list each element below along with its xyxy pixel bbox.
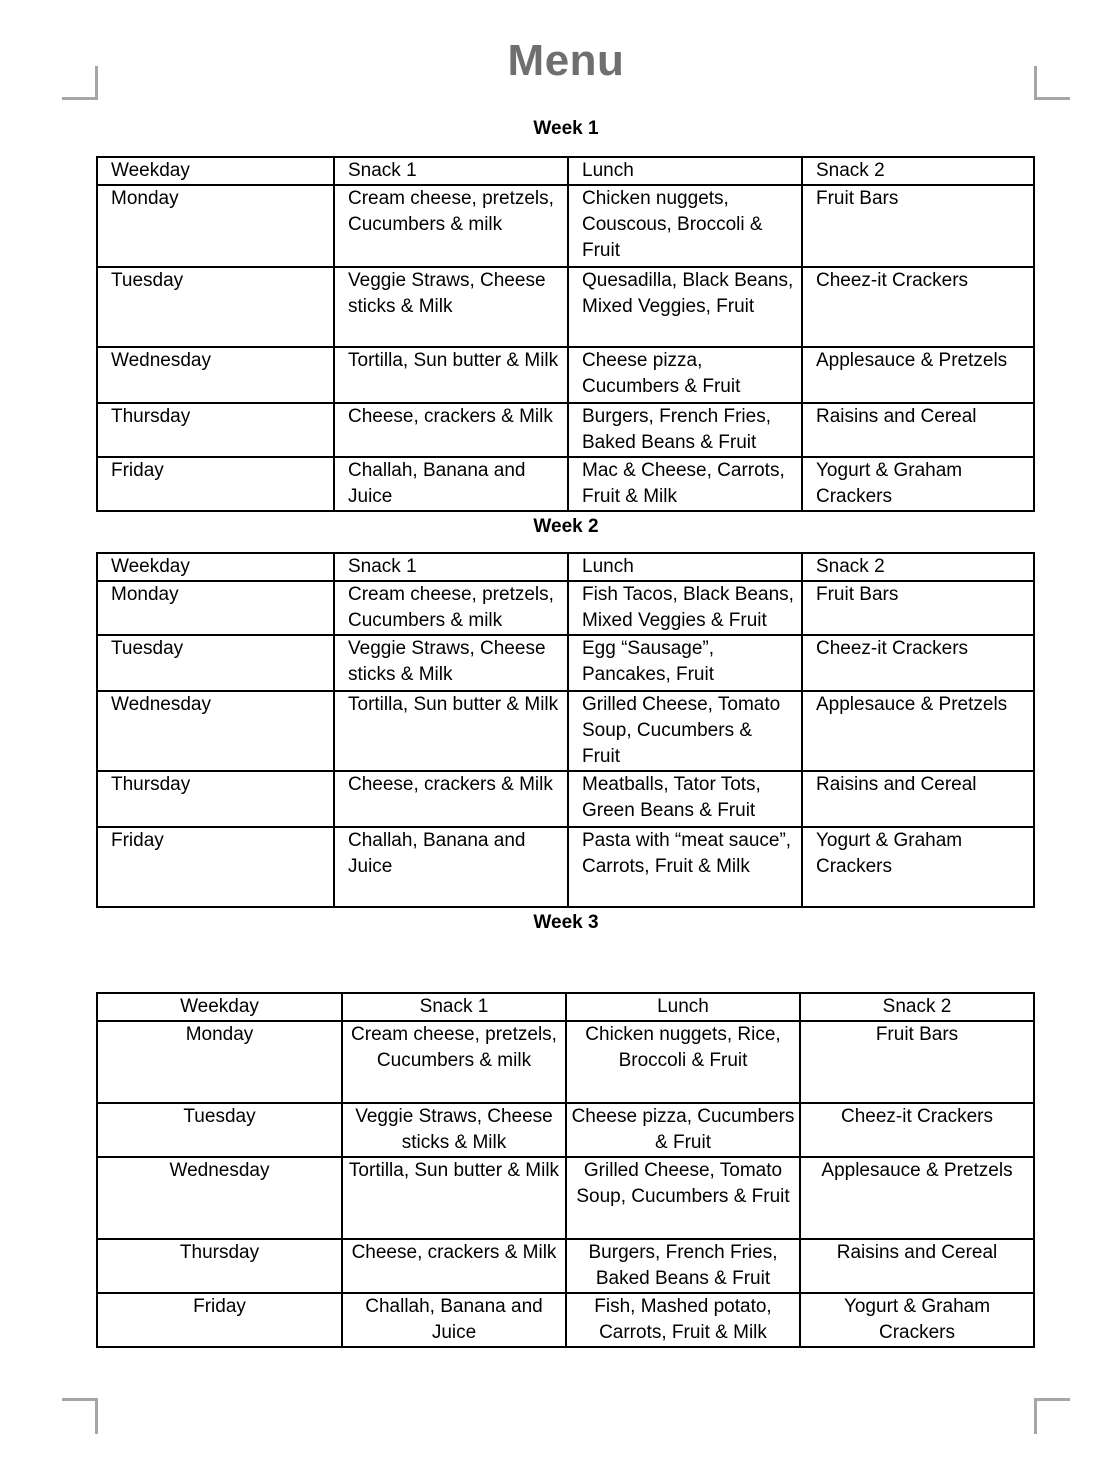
table-cell: Cheez-it Crackers bbox=[802, 635, 1034, 691]
header-cell: Weekday bbox=[97, 157, 334, 185]
table-cell: Fruit Bars bbox=[802, 185, 1034, 267]
week-1-table bbox=[96, 156, 1035, 512]
table-row bbox=[97, 185, 1034, 267]
table-row bbox=[97, 1103, 1034, 1157]
table-row bbox=[97, 403, 1034, 457]
table-cell: Raisins and Cereal bbox=[802, 771, 1034, 827]
header-cell: Lunch bbox=[566, 993, 800, 1021]
crop-mark-top-left-h bbox=[62, 97, 98, 100]
table-cell: Wednesday bbox=[97, 1157, 342, 1239]
week-3-heading: Week 3 bbox=[533, 912, 599, 933]
table-cell: Cream cheese, pretzels, Cucumbers & milk bbox=[342, 1021, 566, 1103]
table-header-row bbox=[97, 157, 1034, 185]
table-row bbox=[97, 635, 1034, 691]
table-cell: Friday bbox=[97, 457, 334, 511]
header-cell: Lunch bbox=[568, 553, 802, 581]
crop-mark-bottom-right-v bbox=[1034, 1398, 1037, 1434]
table-cell: Challah, Banana and Juice bbox=[334, 457, 568, 511]
header-cell: Snack 1 bbox=[334, 553, 568, 581]
table-cell: Yogurt & Graham Crackers bbox=[802, 827, 1034, 907]
table-cell: Cheese, crackers & Milk bbox=[334, 403, 568, 457]
table-cell: Friday bbox=[97, 827, 334, 907]
header-cell: Weekday bbox=[97, 553, 334, 581]
table-cell: Monday bbox=[97, 185, 334, 267]
table-cell: Chicken nuggets, Couscous, Broccoli & Fruit bbox=[568, 185, 802, 267]
table-cell: Cheez-it Crackers bbox=[800, 1103, 1034, 1157]
table-cell: Pasta with “meat sauce”, Carrots, Fruit & Milk bbox=[568, 827, 802, 907]
table-row bbox=[97, 457, 1034, 511]
table-cell: Veggie Straws, Cheese sticks & Milk bbox=[334, 635, 568, 691]
table-cell: Fruit Bars bbox=[800, 1021, 1034, 1103]
table-cell: Cream cheese, pretzels, Cucumbers & milk bbox=[334, 581, 568, 635]
header-cell: Weekday bbox=[97, 993, 342, 1021]
table-cell: Thursday bbox=[97, 403, 334, 457]
table-cell: Cheese, crackers & Milk bbox=[334, 771, 568, 827]
table-cell: Cheese pizza, Cucumbers & Fruit bbox=[566, 1103, 800, 1157]
table-cell: Burgers, French Fries, Baked Beans & Fruit bbox=[568, 403, 802, 457]
table-cell: Burgers, French Fries, Baked Beans & Fruit bbox=[566, 1239, 800, 1293]
table-cell: Fruit Bars bbox=[802, 581, 1034, 635]
table-cell: Applesauce & Pretzels bbox=[802, 691, 1034, 771]
table-header-row bbox=[97, 553, 1034, 581]
table-cell: Fish Tacos, Black Beans, Mixed Veggies & Fruit bbox=[568, 581, 802, 635]
table-cell: Tortilla, Sun butter & Milk bbox=[334, 347, 568, 403]
table-cell: Mac & Cheese, Carrots, Fruit & Milk bbox=[568, 457, 802, 511]
header-cell: Snack 1 bbox=[342, 993, 566, 1021]
table-cell: Fish, Mashed potato, Carrots, Fruit & Milk bbox=[566, 1293, 800, 1347]
table-cell: Egg “Sausage”, Pancakes, Fruit bbox=[568, 635, 802, 691]
table-cell: Grilled Cheese, Tomato Soup, Cucumbers & Fruit bbox=[566, 1157, 800, 1239]
table-cell: Tortilla, Sun butter & Milk bbox=[334, 691, 568, 771]
table-cell: Veggie Straws, Cheese sticks & Milk bbox=[334, 267, 568, 347]
table-row bbox=[97, 581, 1034, 635]
week-2-heading: Week 2 bbox=[533, 516, 599, 537]
header-cell: Snack 2 bbox=[802, 553, 1034, 581]
table-cell: Chicken nuggets, Rice, Broccoli & Fruit bbox=[566, 1021, 800, 1103]
table-cell: Quesadilla, Black Beans, Mixed Veggies, Fruit bbox=[568, 267, 802, 347]
table-row bbox=[97, 1239, 1034, 1293]
table-row bbox=[97, 1293, 1034, 1347]
table-cell: Raisins and Cereal bbox=[800, 1239, 1034, 1293]
table-cell: Challah, Banana and Juice bbox=[342, 1293, 566, 1347]
header-cell: Snack 2 bbox=[800, 993, 1034, 1021]
header-cell: Lunch bbox=[568, 157, 802, 185]
table-cell: Tuesday bbox=[97, 1103, 342, 1157]
table-cell: Applesauce & Pretzels bbox=[802, 347, 1034, 403]
table-cell: Tuesday bbox=[97, 267, 334, 347]
table-cell: Cream cheese, pretzels, Cucumbers & milk bbox=[334, 185, 568, 267]
table-cell: Grilled Cheese, Tomato Soup, Cucumbers & Fruit bbox=[568, 691, 802, 771]
table-cell: Tuesday bbox=[97, 635, 334, 691]
table-row bbox=[97, 347, 1034, 403]
table-cell: Meatballs, Tator Tots, Green Beans & Fruit bbox=[568, 771, 802, 827]
table-cell: Yogurt & Graham Crackers bbox=[802, 457, 1034, 511]
table-cell: Tortilla, Sun butter & Milk bbox=[342, 1157, 566, 1239]
table-cell: Applesauce & Pretzels bbox=[800, 1157, 1034, 1239]
table-row bbox=[97, 267, 1034, 347]
header-cell: Snack 2 bbox=[802, 157, 1034, 185]
table-cell: Friday bbox=[97, 1293, 342, 1347]
table-cell: Veggie Straws, Cheese sticks & Milk bbox=[342, 1103, 566, 1157]
table-cell: Raisins and Cereal bbox=[802, 403, 1034, 457]
table-cell: Thursday bbox=[97, 771, 334, 827]
table-header-row bbox=[97, 993, 1034, 1021]
table-cell: Monday bbox=[97, 1021, 342, 1103]
table-row bbox=[97, 827, 1034, 907]
week-2-table bbox=[96, 552, 1035, 908]
table-cell: Thursday bbox=[97, 1239, 342, 1293]
table-cell: Wednesday bbox=[97, 347, 334, 403]
table-cell: Wednesday bbox=[97, 691, 334, 771]
table-cell: Cheese, crackers & Milk bbox=[342, 1239, 566, 1293]
table-cell: Monday bbox=[97, 581, 334, 635]
table-row bbox=[97, 771, 1034, 827]
table-cell: Challah, Banana and Juice bbox=[334, 827, 568, 907]
crop-mark-bottom-left-v bbox=[95, 1398, 98, 1434]
week-3-table bbox=[96, 992, 1035, 1348]
crop-mark-top-right-h bbox=[1034, 97, 1070, 100]
table-row bbox=[97, 1021, 1034, 1103]
week-1-heading: Week 1 bbox=[533, 118, 599, 139]
table-row bbox=[97, 691, 1034, 771]
table-cell: Cheez-it Crackers bbox=[802, 267, 1034, 347]
table-cell: Cheese pizza, Cucumbers & Fruit bbox=[568, 347, 802, 403]
page-title: Menu bbox=[507, 36, 625, 85]
crop-mark-bottom-left-h bbox=[62, 1398, 98, 1401]
table-row bbox=[97, 1157, 1034, 1239]
table-cell: Yogurt & Graham Crackers bbox=[800, 1293, 1034, 1347]
header-cell: Snack 1 bbox=[334, 157, 568, 185]
crop-mark-bottom-right-h bbox=[1034, 1398, 1070, 1401]
